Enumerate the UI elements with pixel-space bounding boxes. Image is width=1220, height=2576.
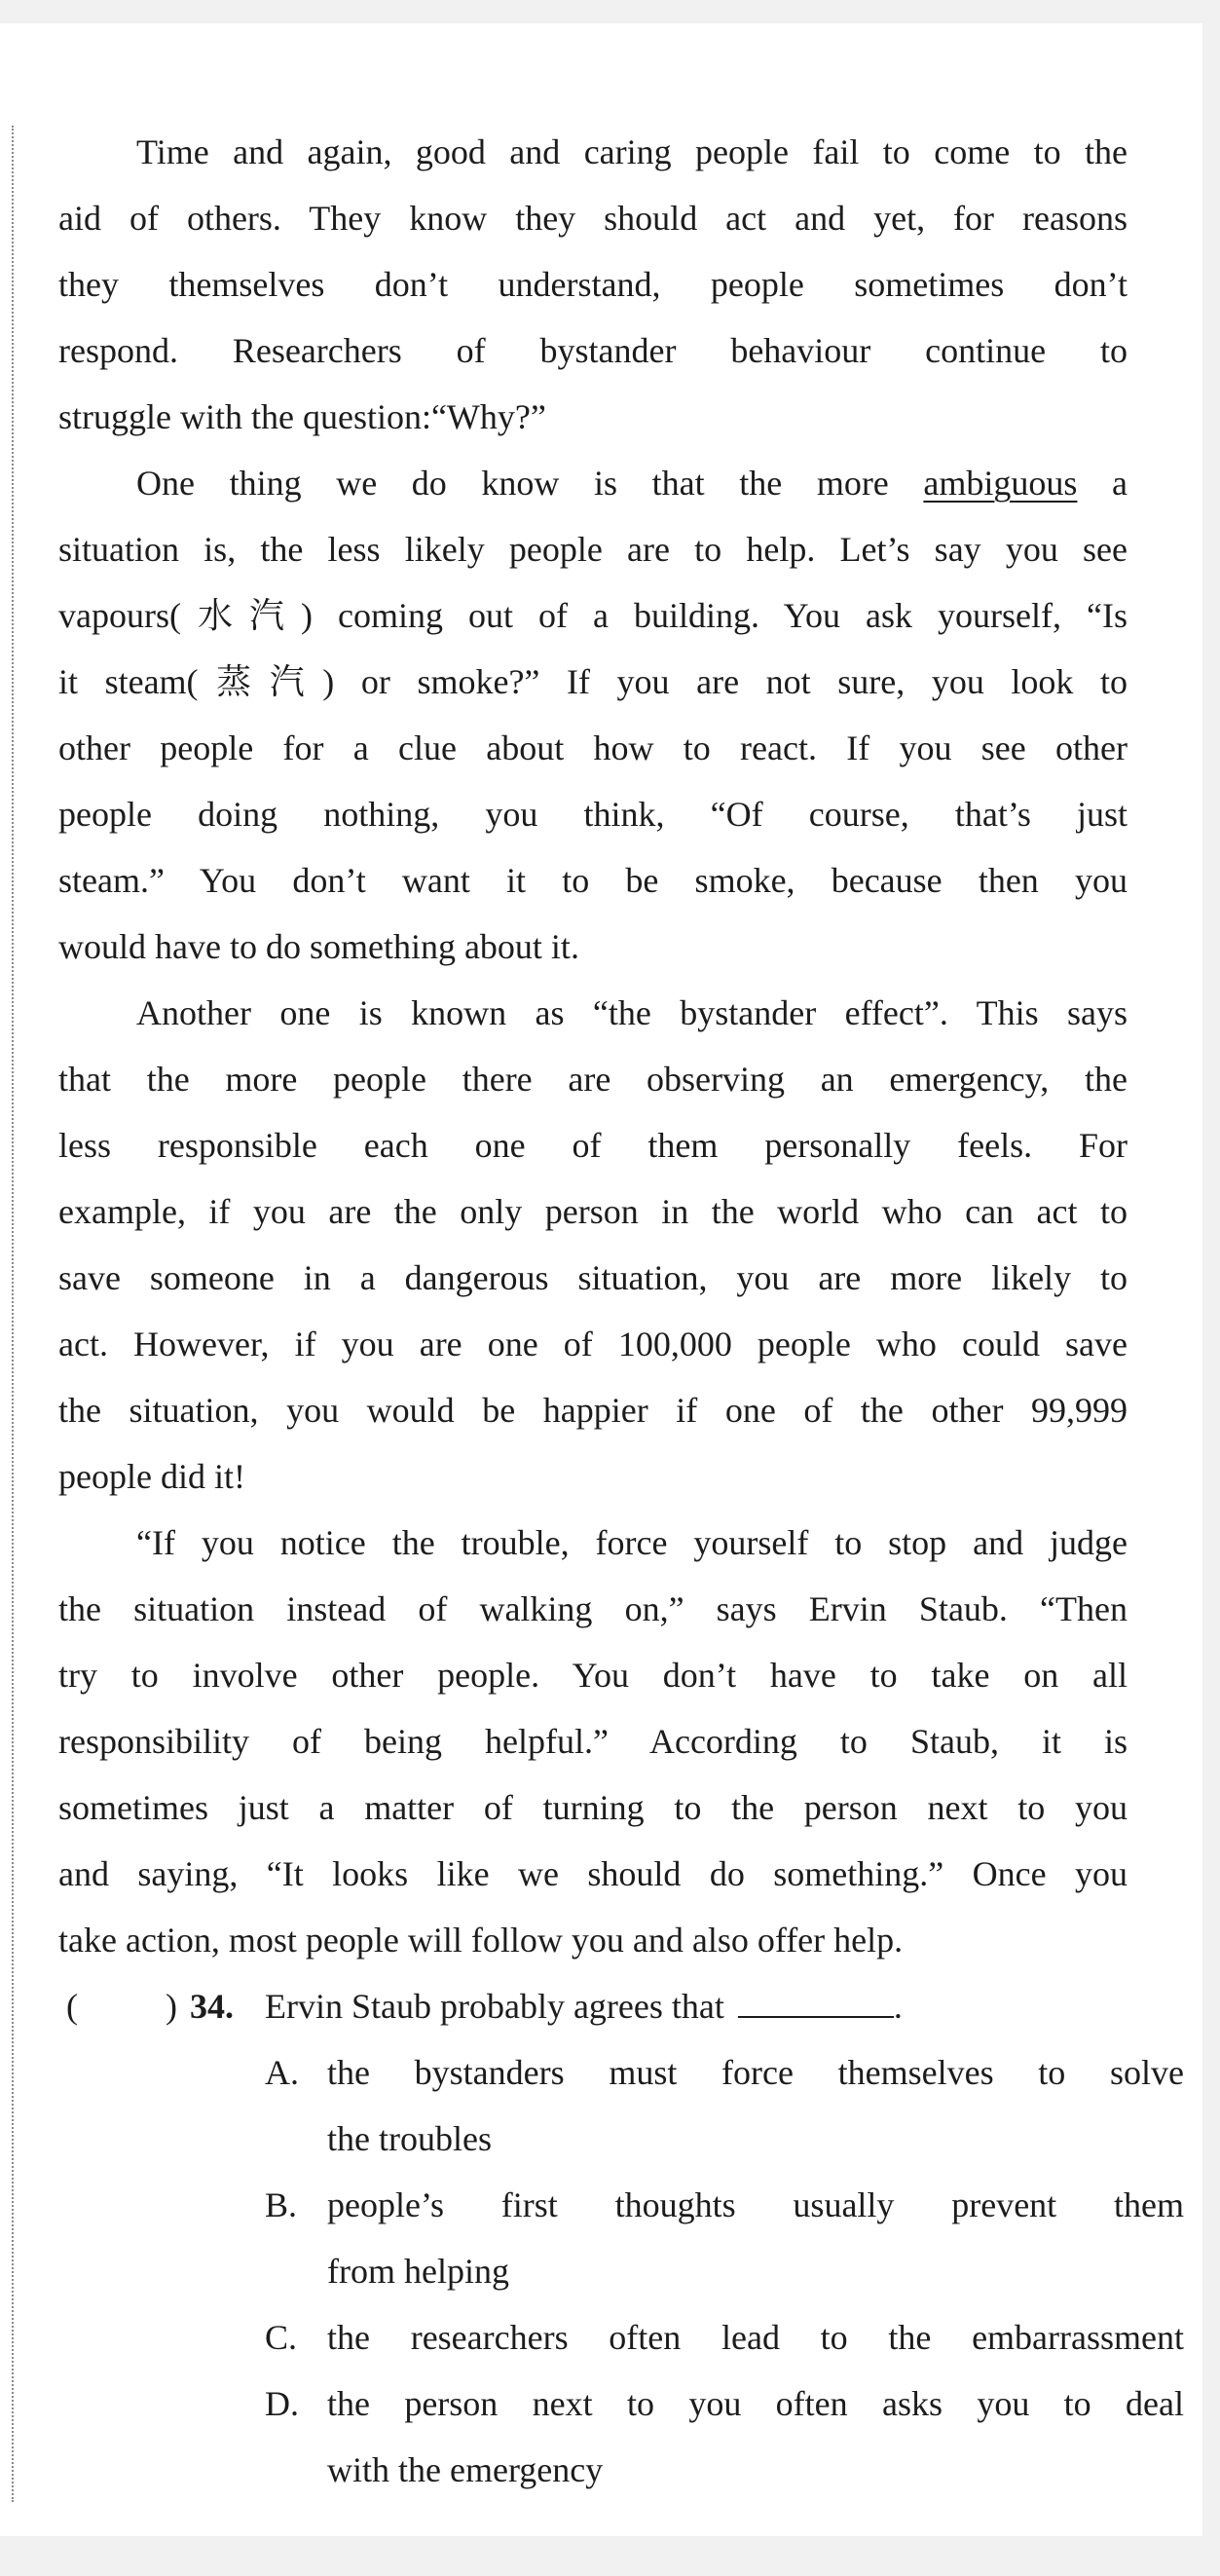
option-letter: D. bbox=[265, 2384, 299, 2423]
passage-line: it steam(蒸汽) or smoke?” If you are not sure, you look to bbox=[58, 662, 1128, 701]
passage-line: they themselves don’t understand, people sometimes don’t bbox=[58, 265, 1128, 304]
option-letter: C. bbox=[265, 2318, 298, 2357]
passage-line bbox=[58, 450, 1128, 516]
passage-line: aid of others. They know they should act and yet, for reasons bbox=[58, 199, 1128, 238]
option-letter: A. bbox=[265, 2053, 299, 2092]
passage-line: Time and again, good and caring people fail to come to the bbox=[136, 132, 1128, 171]
passage-line: sometimes just a matter of turning to the person next to you bbox=[58, 1788, 1128, 1827]
passage-line: example, if you are the only person in the world who can act to bbox=[58, 1192, 1128, 1231]
option-a-continued bbox=[58, 2106, 1128, 2172]
answer-bracket-open: ( bbox=[66, 1987, 78, 2026]
passage-line: “If you notice the trouble, force yourself to stop and judge bbox=[136, 1523, 1128, 1562]
option-text: people’s first thoughts usually prevent them bbox=[327, 2185, 1184, 2224]
passage-line: would have to do something about it. bbox=[58, 927, 579, 966]
passage-line: the situation, you would be happier if one of the other 99,999 bbox=[58, 1391, 1128, 1430]
option-b-continued bbox=[58, 2238, 1128, 2304]
option-text: from helping bbox=[327, 2252, 509, 2291]
question-number: 34. bbox=[190, 1987, 234, 2026]
passage-line: that the more people there are observing an emergency, the bbox=[58, 1060, 1128, 1099]
passage-line: struggle with the question:“Why?” bbox=[58, 397, 546, 436]
paragraph-3 bbox=[58, 980, 1128, 1510]
passage-line: Another one is known as “the bystander effect”. This says bbox=[136, 993, 1128, 1032]
underlined-word: ambiguous bbox=[923, 464, 1078, 503]
passage-line: people did it! bbox=[58, 1457, 245, 1496]
passage-line: vapours(水汽) coming out of a building. You ask yourself, “Is bbox=[58, 596, 1128, 635]
passage-line: and saying, “It looks like we should do something.” Once you bbox=[58, 1854, 1128, 1893]
option-text: the troubles bbox=[327, 2119, 492, 2158]
question-stem-text: Ervin Staub probably agrees that bbox=[265, 1987, 724, 2026]
option-a[interactable] bbox=[58, 2039, 1184, 2106]
question-stem bbox=[265, 1973, 903, 2039]
option-b[interactable] bbox=[58, 2172, 1184, 2238]
passage-text: a bbox=[1077, 464, 1128, 503]
passage-line: the situation instead of walking on,” says Ervin Staub. “Then bbox=[58, 1589, 1128, 1628]
question-end-mark: . bbox=[893, 1987, 903, 2026]
passage-line: take action, most people will follow you and also offer help. bbox=[58, 1921, 904, 1960]
passage-line: other people for a clue about how to react. If you see other bbox=[58, 728, 1128, 767]
passage-line: steam.” You don’t want it to be smoke, because then you bbox=[58, 861, 1128, 900]
passage-line: less responsible each one of them personally feels. For bbox=[58, 1126, 1128, 1165]
option-text: the person next to you often asks you to deal bbox=[327, 2384, 1184, 2423]
answer-bracket-close: ) bbox=[166, 1987, 177, 2026]
question-stem-line bbox=[58, 1973, 1128, 2039]
option-d-continued bbox=[58, 2437, 1128, 2503]
passage-line: respond. Researchers of bystander behaviour continue to bbox=[58, 331, 1128, 370]
reading-passage bbox=[58, 119, 1184, 2503]
passage-line: people doing nothing, you think, “Of course, that’s just bbox=[58, 795, 1128, 834]
option-text: with the emergency bbox=[327, 2450, 604, 2489]
paragraph-4 bbox=[58, 1510, 1128, 1973]
option-d[interactable] bbox=[58, 2371, 1184, 2437]
passage-text: One thing we do know is that the more bbox=[136, 464, 924, 503]
passage-line: try to involve other people. You don’t have to take on all bbox=[58, 1656, 1128, 1695]
page-sheet bbox=[0, 23, 1202, 2536]
paragraph-2 bbox=[58, 450, 1128, 980]
answer-blank[interactable] bbox=[738, 1977, 894, 2018]
option-text: the bystanders must force themselves to solve bbox=[327, 2053, 1184, 2092]
option-letter: B. bbox=[265, 2185, 298, 2224]
passage-line: situation is, the less likely people are to help. Let’s say you see bbox=[58, 530, 1128, 569]
passage-line: act. However, if you are one of 100,000 people who could save bbox=[58, 1325, 1128, 1363]
paragraph-1 bbox=[58, 119, 1128, 450]
passage-line: responsibility of being helpful.” According to Staub, it is bbox=[58, 1722, 1128, 1761]
passage-line: save someone in a dangerous situation, you are more likely to bbox=[58, 1258, 1128, 1297]
question-34 bbox=[58, 1973, 1184, 2503]
option-text: the researchers often lead to the embarrassment bbox=[327, 2318, 1184, 2357]
binding-margin-line bbox=[12, 126, 14, 2502]
option-c[interactable] bbox=[58, 2304, 1184, 2371]
